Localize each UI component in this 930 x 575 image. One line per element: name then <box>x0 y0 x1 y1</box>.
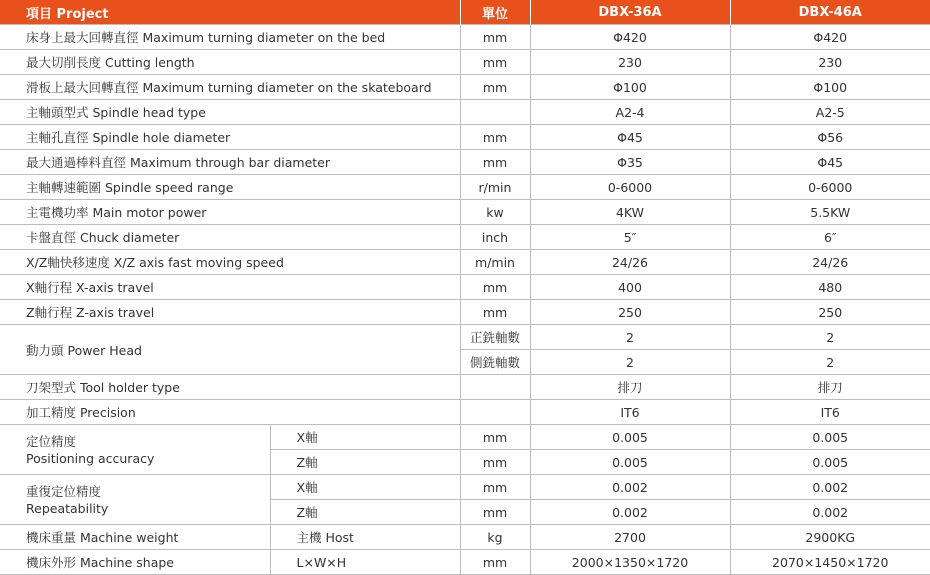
repeatability-label-cn: 重復定位精度 <box>26 483 102 499</box>
row-value-a: 2700 <box>530 525 730 550</box>
axis-label: Z軸 <box>270 450 460 475</box>
power-head-label: 動力頭 Power Head <box>0 325 460 375</box>
table-row <box>0 100 930 125</box>
row-value-a: 5″ <box>530 225 730 250</box>
table-row <box>0 25 930 50</box>
row-value-b: 5.5KW <box>730 200 930 225</box>
row-unit: mm <box>460 50 530 75</box>
row-value-a: 0.005 <box>530 425 730 450</box>
row-unit <box>460 100 530 125</box>
row-value-a: Φ45 <box>530 125 730 150</box>
axis-label: X軸 <box>270 425 460 450</box>
table-row <box>0 400 930 425</box>
row-value-a: 4KW <box>530 200 730 225</box>
table-row <box>0 525 930 550</box>
row-value-b: 2900KG <box>730 525 930 550</box>
row-value-b: 480 <box>730 275 930 300</box>
shape-label: 機床外形 Machine shape <box>0 550 270 575</box>
row-unit: r/min <box>460 175 530 200</box>
table-row <box>0 325 930 350</box>
table-row <box>0 200 930 225</box>
table-row <box>0 175 930 200</box>
row-value-a: 2 <box>530 350 730 375</box>
row-value-b: 排刀 <box>730 375 930 400</box>
header-project: 項目 Project <box>0 0 460 25</box>
shape-sub-label: L×W×H <box>270 550 460 575</box>
row-value-a: 排刀 <box>530 375 730 400</box>
header-model-b: DBX-46A <box>730 0 930 25</box>
row-value-a: 0-6000 <box>530 175 730 200</box>
table-row <box>0 50 930 75</box>
row-value-a: 2 <box>530 325 730 350</box>
row-label: 主電機功率 Main motor power <box>0 200 460 225</box>
row-unit: m/min <box>460 250 530 275</box>
table-row <box>0 300 930 325</box>
row-unit: mm <box>460 150 530 175</box>
row-value-b: 2070×1450×1720 <box>730 550 930 575</box>
row-value-b: 0.002 <box>730 500 930 525</box>
row-value-b: Φ45 <box>730 150 930 175</box>
table-row <box>0 375 930 400</box>
row-unit: mm <box>460 75 530 100</box>
row-unit: mm <box>460 125 530 150</box>
row-value-b: Φ420 <box>730 25 930 50</box>
axis-label: X軸 <box>270 475 460 500</box>
row-unit: mm <box>460 475 530 500</box>
row-value-b: 250 <box>730 300 930 325</box>
positioning-label <box>0 425 270 475</box>
row-unit <box>460 375 530 400</box>
row-unit: mm <box>460 275 530 300</box>
row-value-a: 230 <box>530 50 730 75</box>
row-value-a: 400 <box>530 275 730 300</box>
table-row <box>0 550 930 575</box>
row-value-a: 0.002 <box>530 475 730 500</box>
power-head-sub-label: 正銑軸數 <box>460 325 530 350</box>
row-value-b: 0.005 <box>730 425 930 450</box>
power-head-sub-label: 側銑軸數 <box>460 350 530 375</box>
row-label: 主軸頭型式 Spindle head type <box>0 100 460 125</box>
row-value-b: 6″ <box>730 225 930 250</box>
row-value-a: 24/26 <box>530 250 730 275</box>
positioning-label-en: Positioning accuracy <box>26 450 155 466</box>
row-unit: kw <box>460 200 530 225</box>
row-value-a: 0.005 <box>530 450 730 475</box>
table-row <box>0 425 930 450</box>
row-value-a: 0.002 <box>530 500 730 525</box>
row-label: 滑板上最大回轉直徑 Maximum turning diameter on the skateboard <box>0 75 460 100</box>
row-value-b: 24/26 <box>730 250 930 275</box>
axis-label: Z軸 <box>270 500 460 525</box>
weight-sub-label: 主機 Host <box>270 525 460 550</box>
table-row <box>0 225 930 250</box>
row-unit: mm <box>460 500 530 525</box>
row-unit: mm <box>460 300 530 325</box>
row-label: 卡盤直徑 Chuck diameter <box>0 225 460 250</box>
row-value-a: A2-4 <box>530 100 730 125</box>
row-label: X軸行程 X-axis travel <box>0 275 460 300</box>
weight-label: 機床重量 Machine weight <box>0 525 270 550</box>
row-value-a: Φ100 <box>530 75 730 100</box>
row-label: 主軸孔直徑 Spindle hole diameter <box>0 125 460 150</box>
row-label: Z軸行程 Z-axis travel <box>0 300 460 325</box>
row-value-b: 0.005 <box>730 450 930 475</box>
table-row <box>0 475 930 500</box>
row-label: 最大切削長度 Cutting length <box>0 50 460 75</box>
row-value-a: 250 <box>530 300 730 325</box>
repeatability-label <box>0 475 270 525</box>
row-unit: mm <box>460 450 530 475</box>
row-label: 刀架型式 Tool holder type <box>0 375 460 400</box>
row-unit <box>460 400 530 425</box>
row-value-b: 0.002 <box>730 475 930 500</box>
row-value-b: Φ56 <box>730 125 930 150</box>
row-label: X/Z軸快移速度 X/Z axis fast moving speed <box>0 250 460 275</box>
header-unit: 單位 <box>460 0 530 25</box>
row-value-b: 2 <box>730 350 930 375</box>
table-row <box>0 275 930 300</box>
row-unit: inch <box>460 225 530 250</box>
row-value-b: 230 <box>730 50 930 75</box>
positioning-label-cn: 定位精度 <box>26 433 77 449</box>
row-label: 最大通過棒料直徑 Maximum through bar diameter <box>0 150 460 175</box>
row-label: 床身上最大回轉直徑 Maximum turning diameter on the bed <box>0 25 460 50</box>
table-row <box>0 150 930 175</box>
row-value-a: IT6 <box>530 400 730 425</box>
table-row <box>0 125 930 150</box>
row-unit: mm <box>460 550 530 575</box>
row-value-b: 2 <box>730 325 930 350</box>
table-row <box>0 75 930 100</box>
header-model-a: DBX-36A <box>530 0 730 25</box>
row-value-a: 2000×1350×1720 <box>530 550 730 575</box>
row-label: 加工精度 Precision <box>0 400 460 425</box>
row-value-b: 0-6000 <box>730 175 930 200</box>
row-unit: mm <box>460 425 530 450</box>
row-label: 主軸轉速範圍 Spindle speed range <box>0 175 460 200</box>
table-row <box>0 250 930 275</box>
header-row <box>0 0 930 25</box>
row-unit: mm <box>460 25 530 50</box>
row-value-a: Φ420 <box>530 25 730 50</box>
row-value-b: A2-5 <box>730 100 930 125</box>
row-unit: kg <box>460 525 530 550</box>
row-value-a: Φ35 <box>530 150 730 175</box>
row-value-b: Φ100 <box>730 75 930 100</box>
repeatability-label-en: Repeatability <box>26 500 109 516</box>
row-value-b: IT6 <box>730 400 930 425</box>
